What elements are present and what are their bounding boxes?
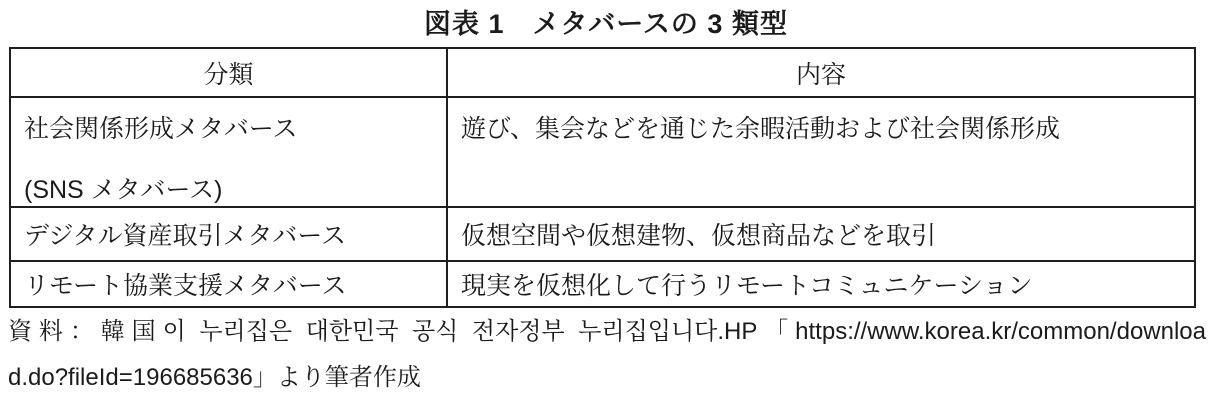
category-sublabel: (SNS メタバース) — [24, 176, 223, 204]
metaverse-types-table — [9, 47, 1196, 308]
table-header-row — [10, 48, 1195, 97]
figure-title: 図表 1 メタバースの 3 類型 — [424, 9, 788, 39]
source-note — [8, 317, 1206, 393]
source-line: 資料：韓国이 누리집은 대한민국 공식 전자정부 누리집입니다.HP「https://www.korea.kr/common/downloa — [8, 318, 1206, 345]
table-row — [10, 207, 1195, 261]
header-cell-content: 内容 — [447, 48, 1195, 97]
category-cell: デジタル資産取引メタバース — [10, 207, 447, 261]
content-cell: 遊び、集会などを通じた余暇活動および社会関係形成 — [447, 97, 1195, 207]
header-cell-category: 分類 — [10, 48, 447, 97]
content-cell: 仮想空間や仮想建物、仮想商品などを取引 — [447, 207, 1195, 261]
category-cell — [10, 97, 447, 207]
source-line: d.do?fileId=196685636」より筆者作成 — [8, 364, 421, 391]
category-cell: リモート協業支援メタバース — [10, 261, 447, 307]
category-label: 社会関係形成メタバース — [24, 115, 298, 143]
table-row — [10, 97, 1195, 207]
table-row — [10, 261, 1195, 307]
content-cell: 現実を仮想化して行うリモートコミュニケーション — [447, 261, 1195, 307]
